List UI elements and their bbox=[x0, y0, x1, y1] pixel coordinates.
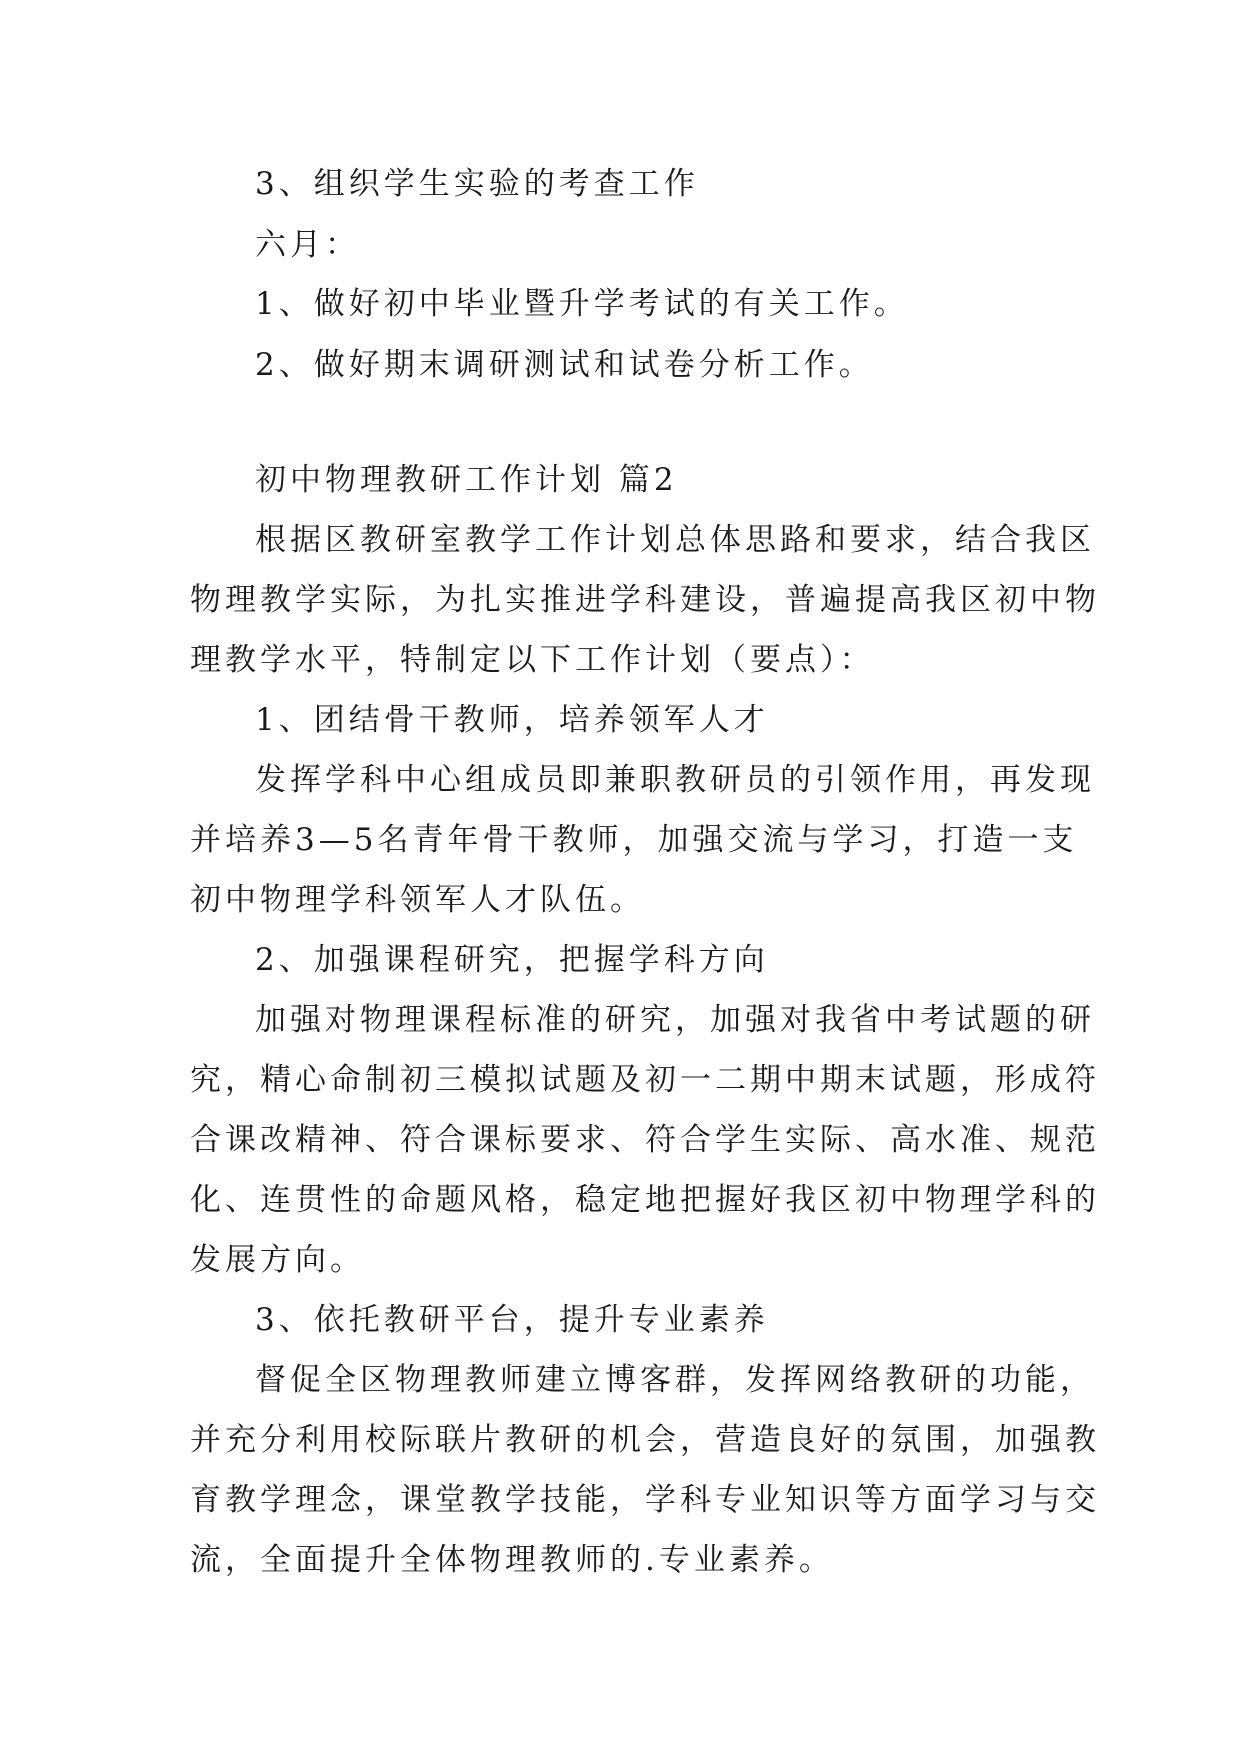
point-3-line-1: 督促全区物理教师建立博客群，发挥网络教研的功能， bbox=[255, 1362, 1095, 1398]
june-item-1: 1、做好初中毕业暨升学考试的有关工作。 bbox=[255, 286, 909, 322]
point-2-line-3: 合课改精神、符合课标要求、符合学生实际、高水准、规范 bbox=[190, 1122, 1100, 1158]
intro-line-1: 根据区教研室教学工作计划总体思路和要求，结合我区 bbox=[255, 522, 1095, 558]
point-2-heading: 2、加强课程研究，把握学科方向 bbox=[255, 942, 769, 978]
section-title: 初中物理教研工作计划 篇2 bbox=[255, 462, 678, 498]
point-1-heading: 1、团结骨干教师，培养领军人才 bbox=[255, 702, 769, 738]
point-1-line-3: 初中物理学科领军人才队伍。 bbox=[190, 882, 645, 918]
point-1-line-1: 发挥学科中心组成员即兼职教研员的引领作用，再发现 bbox=[255, 762, 1095, 798]
point-1-line-2: 并培养3—5名青年骨干教师，加强交流与学习，打造一支 bbox=[190, 822, 1078, 858]
point-3-heading: 3、依托教研平台，提升专业素养 bbox=[255, 1302, 769, 1338]
point-2-line-4: 化、连贯性的命题风格，稳定地把握好我区初中物理学科的 bbox=[190, 1182, 1100, 1218]
intro-line-3: 理教学水平，特制定以下工作计划（要点）： bbox=[190, 642, 875, 678]
point-2-line-5: 发展方向。 bbox=[190, 1242, 365, 1278]
point-3-line-2: 并充分利用校际联片教研的机会，营造良好的氛围，加强教 bbox=[190, 1422, 1100, 1458]
point-2-line-1: 加强对物理课程标准的研究，加强对我省中考试题的研 bbox=[255, 1002, 1095, 1038]
point-2-line-2: 究，精心命制初三模拟试题及初一二期中期末试题，形成符 bbox=[190, 1062, 1100, 1098]
intro-line-2: 物理教学实际，为扎实推进学科建设，普遍提高我区初中物 bbox=[190, 582, 1100, 618]
point-3-line-3: 育教学理念，课堂教学技能，学科专业知识等方面学习与交 bbox=[190, 1482, 1100, 1518]
june-heading: 六月： bbox=[255, 227, 360, 263]
june-item-2: 2、做好期末调研测试和试卷分析工作。 bbox=[255, 347, 874, 383]
june-prev-item-3: 3、组织学生实验的考查工作 bbox=[255, 166, 699, 202]
point-3-line-4: 流，全面提升全体物理教师的.专业素养。 bbox=[190, 1542, 834, 1578]
